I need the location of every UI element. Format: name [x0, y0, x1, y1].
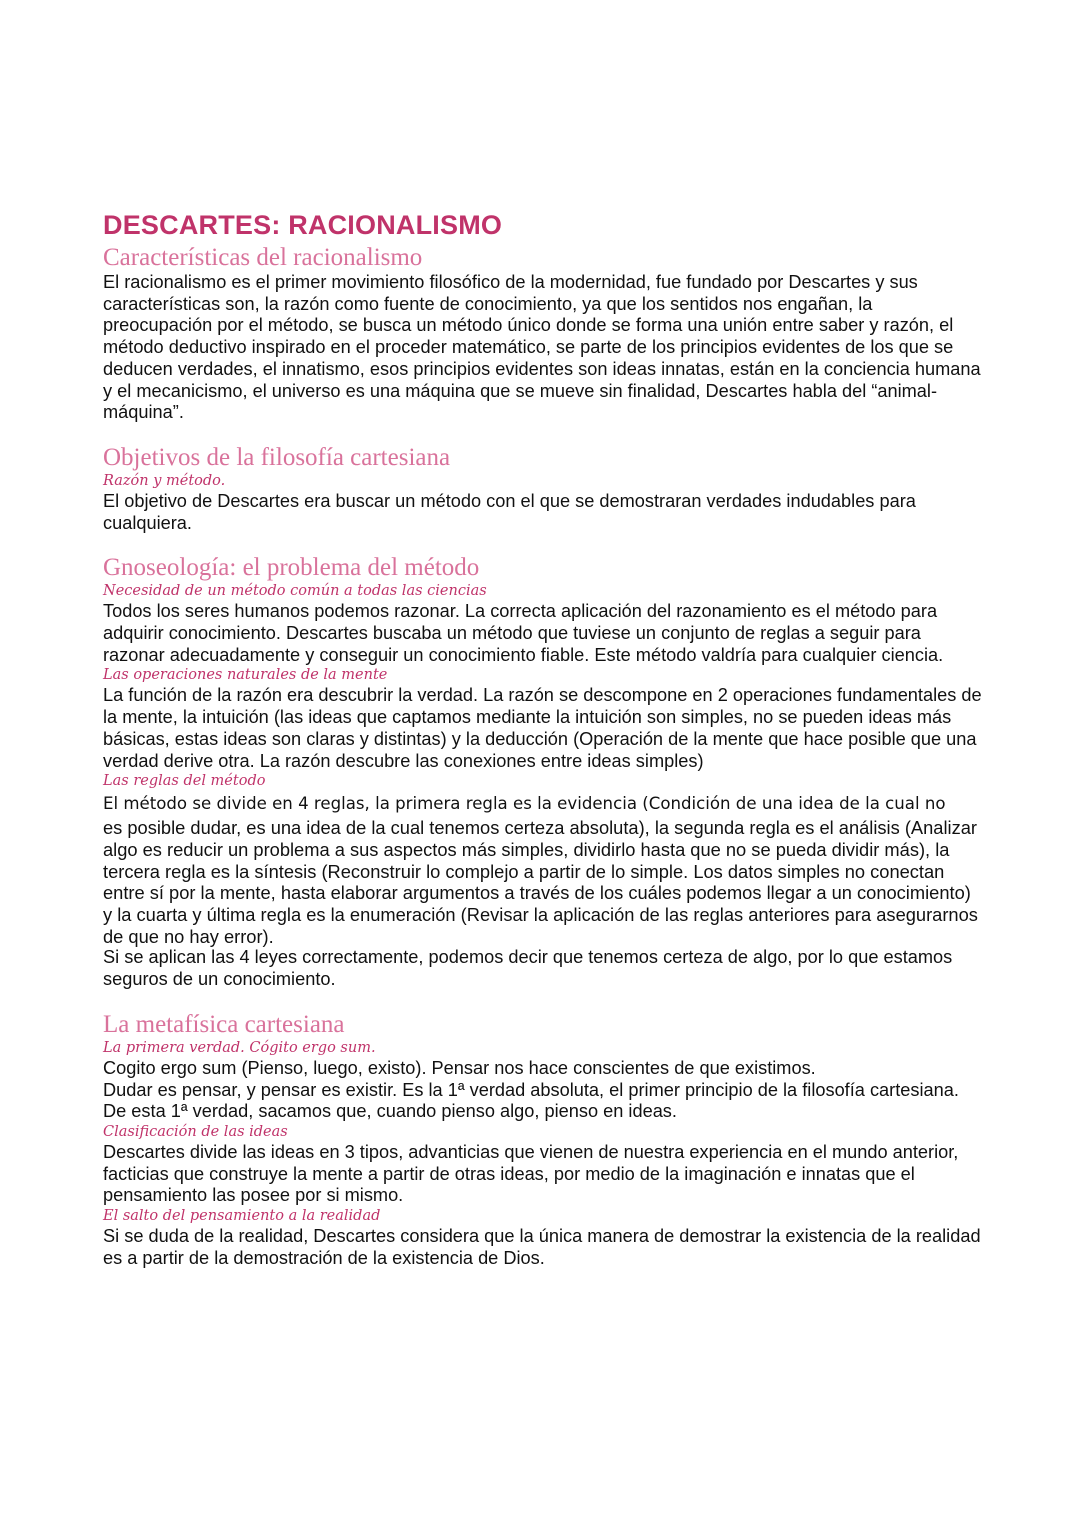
- sub-heading-razon-metodo: Razón y método.: [103, 472, 226, 489]
- document-page: [103, 208, 983, 1270]
- paragraph-gnoseologia-1: Todos los seres humanos podemos razonar. La correcta aplicación del razonamiento es el método para adquirir conocimiento. Descartes buscaba un método que tuviese un conjunto de reglas a seguir para razonar adecuadamente y conseguir un conocimiento fiable. Este método valdría para cualquier ciencia.: [103, 601, 944, 665]
- paragraph-metafisica-2: Dudar es pensar, y pensar es existir. Es la 1ª verdad absoluta, el primer principio de la filosofía cartesiana.: [103, 1079, 959, 1100]
- sub-heading-reglas-metodo: Las reglas del método: [103, 773, 266, 790]
- paragraph-gnoseologia-4: Si se aplican las 4 leyes correctamente, podemos decir que tenemos certeza de algo, por lo que estamos seguros de un conocimiento.: [103, 947, 953, 990]
- paragraph-reglas: [103, 791, 983, 947]
- page-title: DESCARTES: RACIONALISMO: [103, 210, 503, 240]
- paragraph-metafisica-5: Si se duda de la realidad, Descartes considera que la única manera de demostrar la existencia de la realidad es a partir de la demostración de la existencia de Dios.: [103, 1226, 981, 1268]
- paragraph-reglas-rest: es posible dudar, es una idea de la cual tenemos certeza absoluta), la segunda regla es el análisis (Analizar algo es reducir un problema a sus aspectos más simples, dividirlo hasta que no se pueda dividir más), la tercera regla es la síntesis (Reconstruir lo complejo a partir de lo simple. Los datos simples no conectan entre sí por la mente, hasta elaborar argumentos a través de los cuáles podemos llegar a un conocimiento) y la cuarta y última regla es la enumeración (Revisar la aplicación de las reglas anteriores para asegurarnos de que no hay error).: [103, 817, 978, 947]
- sub-heading-operaciones-mente: Las operaciones naturales de la mente: [103, 667, 388, 684]
- section-heading-caracteristicas: Características del racionalismo: [103, 244, 423, 271]
- paragraph-metafisica-1: Cogito ergo sum (Pienso, luego, existo). Pensar nos hace conscientes de que existimos.: [103, 1057, 816, 1078]
- sub-heading-salto-realidad: El salto del pensamiento a la realidad: [103, 1208, 381, 1225]
- paragraph-caracteristicas: El racionalismo es el primer movimiento filosófico de la modernidad, fue fundado por Descartes y sus características son, la razón como fuente de conocimiento, ya que los sentidos nos engañan, la preocupación por el método, se busca un método único donde se forma una unión entre saber y razón, el método deductivo inspirado en el proceder matemático, se parte de los principios evidentes de los que se deducen verdades, el innatismo, esos principios evidentes son ideas innatas, están en la conciencia humana y el mecanicismo, el universo es una máquina que se mueve sin finalidad, Descartes habla del “animal-máquina”.: [103, 272, 981, 423]
- paragraph-metafisica-3: De esta 1ª verdad, sacamos que, cuando pienso algo, pienso en ideas.: [103, 1101, 677, 1122]
- paragraph-objetivos: El objetivo de Descartes era buscar un método con el que se demostraran verdades indudables para cualquiera.: [103, 490, 916, 533]
- paragraph-gnoseologia-2: La función de la razón era descubrir la verdad. La razón se descompone en 2 operaciones fundamentales de la mente, la intuición (las ideas que captamos mediante la intuición son simples, no se pueden ideas más básicas, estas ideas son claras y distintas) y la deducción (Operación de la mente que hace posible que una verdad derive otra. La razón descubre las conexiones entre ideas simples): [103, 685, 982, 771]
- paragraph-reglas-lead: El método se divide en 4 reglas, la primera regla es la evidencia (Condición de una idea de la cual no: [103, 794, 946, 814]
- section-heading-objetivos: Objetivos de la filosofía cartesiana: [103, 443, 451, 471]
- section-heading-metafisica: La metafísica cartesiana: [103, 1010, 345, 1038]
- sub-heading-necesidad-metodo: Necesidad de un método común a todas las ciencias: [103, 583, 487, 600]
- paragraph-metafisica-4: Descartes divide las ideas en 3 tipos, advanticias que vienen de nuestra experiencia en el mundo anterior, facticias que construye la mente a partir de otras ideas, por medio de la imaginación e innatas que el pensamiento las posee por si mismo.: [103, 1141, 959, 1206]
- sub-heading-primera-verdad: La primera verdad. Cógito ergo sum.: [103, 1039, 376, 1056]
- sub-heading-clasificacion-ideas: Clasificación de las ideas: [103, 1123, 288, 1140]
- section-heading-gnoseologia: Gnoseología: el problema del método: [103, 554, 480, 582]
